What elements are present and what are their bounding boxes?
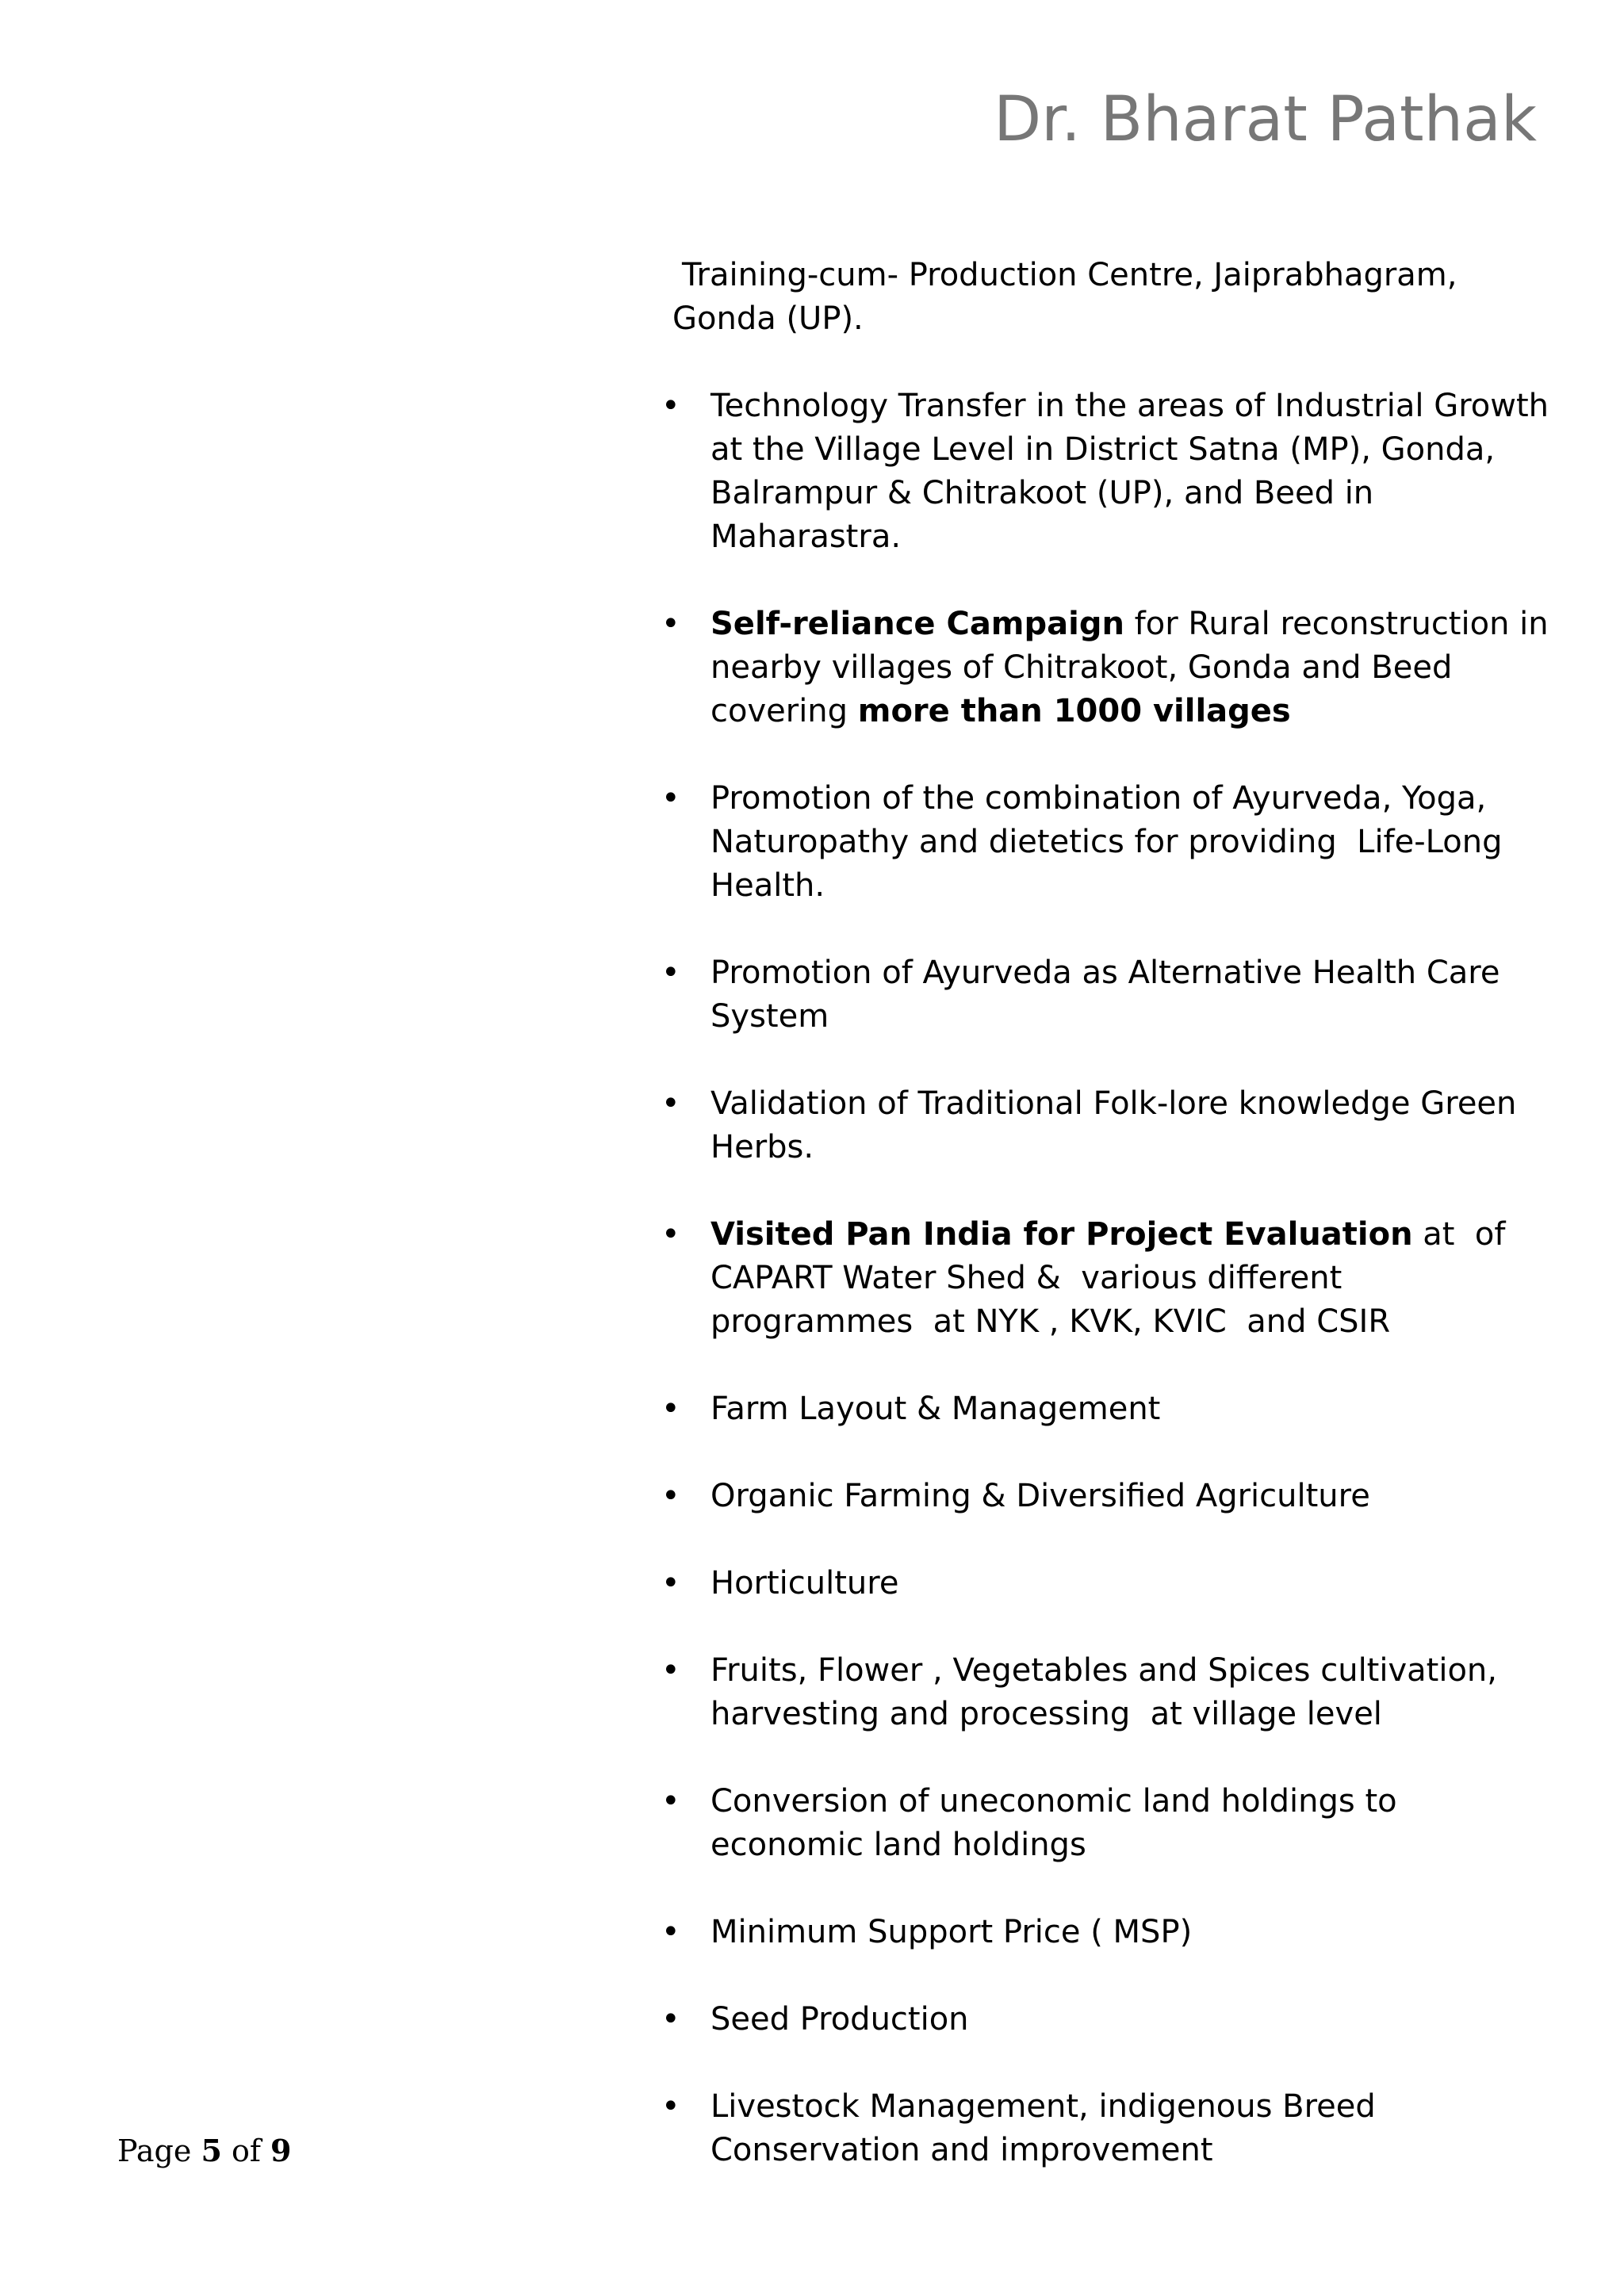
list-item	[658, 1911, 1554, 1954]
list-item	[658, 1780, 1554, 1867]
bullet-icon: •	[661, 1914, 680, 1950]
list-item-body: Horticulture	[710, 1565, 899, 1601]
list-item-text	[710, 1475, 1554, 1518]
list-item-text	[710, 1911, 1554, 1954]
list-item-text	[710, 385, 1559, 559]
list-item-body: at of CAPART Water Shed & various different programmes at NYK , KVK, KVIC and CSIR	[710, 1216, 1516, 1340]
list-item-body: Promotion of the combination of Ayurveda, Yoga, Naturopathy and dietetics for providing Life-Long Health.	[710, 780, 1513, 904]
bullet-icon: •	[661, 780, 680, 817]
list-item	[658, 1475, 1554, 1518]
list-item-body: Organic Farming & Diversified Agriculture	[710, 1478, 1370, 1514]
list-item	[658, 1387, 1554, 1431]
bullet-icon: •	[661, 955, 680, 991]
list-item-text	[710, 1780, 1554, 1867]
footer-of-word: of	[231, 2133, 261, 2168]
list-item	[658, 1562, 1554, 1605]
list-item-body: Minimum Support Price ( MSP)	[710, 1914, 1193, 1950]
bullet-icon: •	[661, 388, 680, 424]
list-item-text	[710, 603, 1559, 733]
list-item-text	[710, 1213, 1554, 1344]
bullet-icon: •	[661, 606, 680, 642]
list-item-tail-bold: more than 1000 villages	[857, 693, 1291, 729]
intro-paragraph	[672, 254, 1554, 341]
bullet-list	[658, 385, 1559, 2172]
main-content	[658, 254, 1559, 2216]
bullet-icon: •	[661, 1783, 680, 1820]
bullet-icon: •	[661, 1085, 680, 1122]
footer-current-page: 5	[201, 2133, 222, 2168]
bullet-icon: •	[661, 2088, 680, 2125]
list-item-body: for Rural reconstruction in nearby villages of Chitrakoot, Gonda and Beed covering	[710, 606, 1559, 729]
list-item	[658, 1082, 1554, 1169]
list-item-body: Fruits, Flower , Vegetables and Spices cultivation, harvesting and processing at village level	[710, 1652, 1507, 1732]
list-item-body: Livestock Management, indigenous Breed Conservation and improvement	[710, 2088, 1386, 2168]
list-item-text	[710, 1998, 1554, 2042]
intro-line-1: Training-cum- Production Centre, Jaiprabhagram,	[682, 257, 1457, 293]
intro-line-2: Gonda (UP).	[672, 300, 864, 337]
bullet-icon: •	[661, 1478, 680, 1514]
list-item	[658, 951, 1554, 1039]
list-item-text	[710, 951, 1554, 1039]
bullet-icon: •	[661, 1216, 680, 1253]
list-item-lead-bold: Visited Pan India for Project Evaluation	[710, 1216, 1413, 1253]
list-item-body: Farm Layout & Management	[710, 1391, 1161, 1427]
list-item-text	[710, 1562, 1554, 1605]
bullet-icon: •	[661, 1391, 680, 1427]
list-item	[658, 1649, 1554, 1736]
list-item-text	[710, 777, 1554, 908]
list-item-body: Promotion of Ayurveda as Alternative Health Care System	[710, 955, 1511, 1035]
footer-page-word: Page	[117, 2133, 192, 2168]
list-item-lead-bold: Self-reliance Campaign	[710, 606, 1124, 642]
list-item	[658, 1998, 1554, 2042]
list-item-body: Validation of Traditional Folk-lore knowledge Green Herbs.	[710, 1085, 1527, 1165]
list-item	[658, 1213, 1554, 1344]
list-item	[658, 603, 1559, 733]
list-item	[658, 385, 1559, 559]
list-item	[658, 2085, 1554, 2172]
list-item-body: Seed Production	[710, 2001, 969, 2038]
header-name: Dr. Bharat Pathak	[994, 84, 1537, 155]
bullet-icon: •	[661, 1565, 680, 1601]
list-item-text	[710, 2085, 1554, 2172]
bullet-icon: •	[661, 1652, 680, 1689]
bullet-icon: •	[661, 2001, 680, 2038]
list-item-text	[710, 1649, 1554, 1736]
footer-total-pages: 9	[270, 2133, 292, 2168]
list-item-body: Conversion of uneconomic land holdings to economic land holdings	[710, 1783, 1408, 1863]
list-item-text	[710, 1082, 1554, 1169]
list-item-text	[710, 1387, 1554, 1431]
list-item-body: Technology Transfer in the areas of Industrial Growth at the Village Level in District Satna (MP), Gonda, Balrampur & Chitrakoot (UP), and Beed in Maharastra.	[710, 388, 1559, 555]
list-item	[658, 777, 1554, 908]
page-footer	[117, 2133, 291, 2168]
